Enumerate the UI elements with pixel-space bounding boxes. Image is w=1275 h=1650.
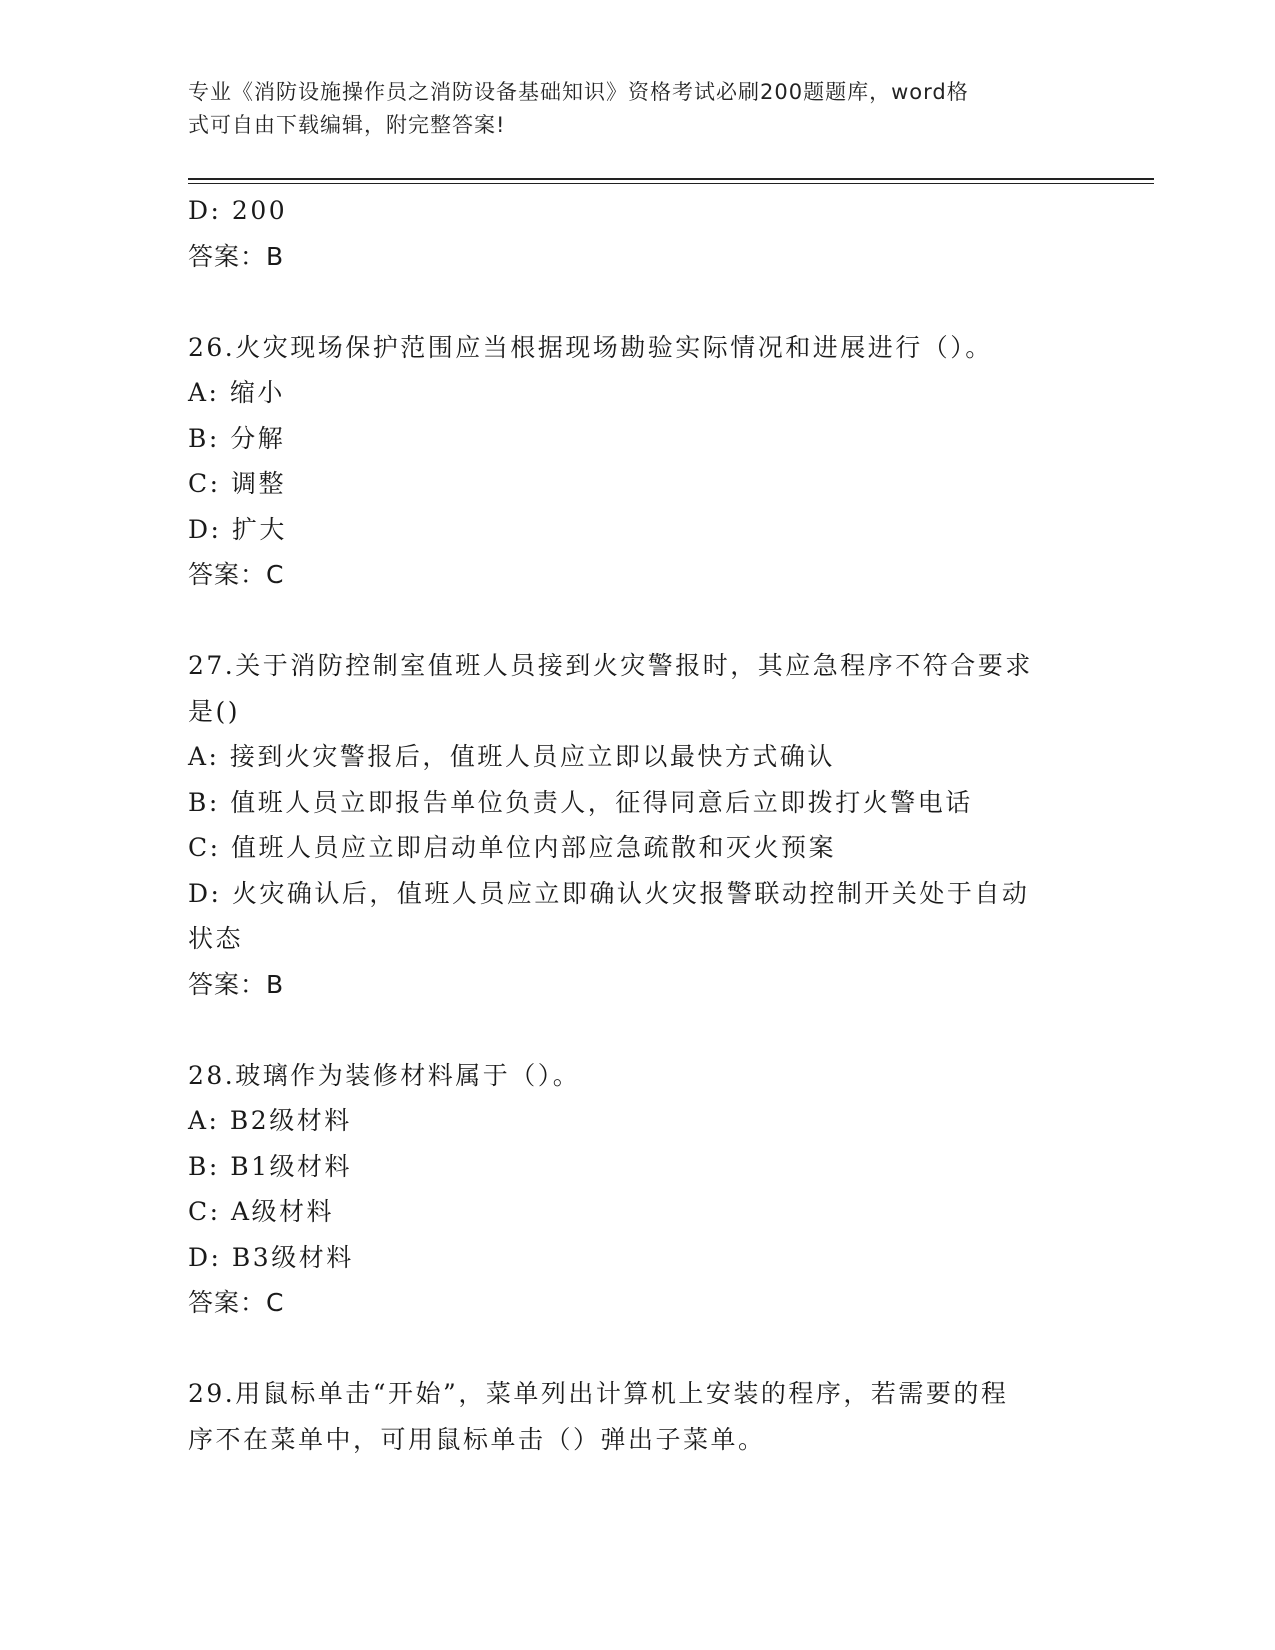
answer-line: 答案：B xyxy=(188,969,285,999)
header-divider xyxy=(188,178,1154,180)
header-divider-thin xyxy=(188,183,1154,184)
option-b: B: 分解 xyxy=(188,423,286,453)
header-line-1: 专业《消防设施操作员之消防设备基础知识》资格考试必刷200题题库，word格 xyxy=(188,80,969,104)
answer-line: 答案：C xyxy=(188,1288,285,1317)
spacer xyxy=(188,598,1088,644)
header-line-2: 式可自由下载编辑，附完整答案! xyxy=(188,113,506,137)
answer-line: 答案：B xyxy=(188,241,285,271)
option-d: D: 火灾确认后，值班人员应立即确认火灾报警联动控制开关处于自动 xyxy=(188,878,1030,908)
answer-line: 答案：C xyxy=(188,560,285,589)
option-d: D: 200 xyxy=(188,196,288,225)
option-d: D: B3级材料 xyxy=(188,1242,354,1272)
option-a: A: 接到火灾警报后，值班人员应立即以最快方式确认 xyxy=(188,742,835,771)
option-c: C: 调整 xyxy=(188,469,286,498)
question-text: 27.关于消防控制室值班人员接到火灾警报时，其应急程序不符合要求 xyxy=(188,651,1033,680)
option-d: D: 扩大 xyxy=(188,514,287,544)
question-text: 29.用鼠标单击“开始”，菜单列出计算机上安装的程序，若需要的程 xyxy=(188,1379,1009,1408)
option-b: B: 值班人员立即报告单位负责人，征得同意后立即拨打火警电话 xyxy=(188,787,973,817)
question-text-continued: 是() xyxy=(188,696,241,726)
document-header xyxy=(188,76,1068,142)
question-text: 26.火灾现场保护范围应当根据现场勘验实际情况和进展进行（）。 xyxy=(188,332,993,362)
spacer xyxy=(188,279,1088,325)
option-c: C: 值班人员应立即启动单位内部应急疏散和灭火预案 xyxy=(188,833,837,862)
spacer xyxy=(188,1007,1088,1053)
option-c: C: A级材料 xyxy=(188,1197,335,1226)
option-a: A: 缩小 xyxy=(188,378,285,407)
option-d-continued: 状态 xyxy=(188,924,244,953)
question-text: 28.玻璃作为装修材料属于（）。 xyxy=(188,1060,581,1090)
question-list xyxy=(188,188,1088,1462)
option-b: B: B1级材料 xyxy=(188,1151,353,1181)
spacer xyxy=(188,1326,1088,1372)
question-text-continued: 序不在菜单中，可用鼠标单击（）弹出子菜单。 xyxy=(188,1424,766,1454)
option-a: A: B2级材料 xyxy=(188,1106,352,1135)
